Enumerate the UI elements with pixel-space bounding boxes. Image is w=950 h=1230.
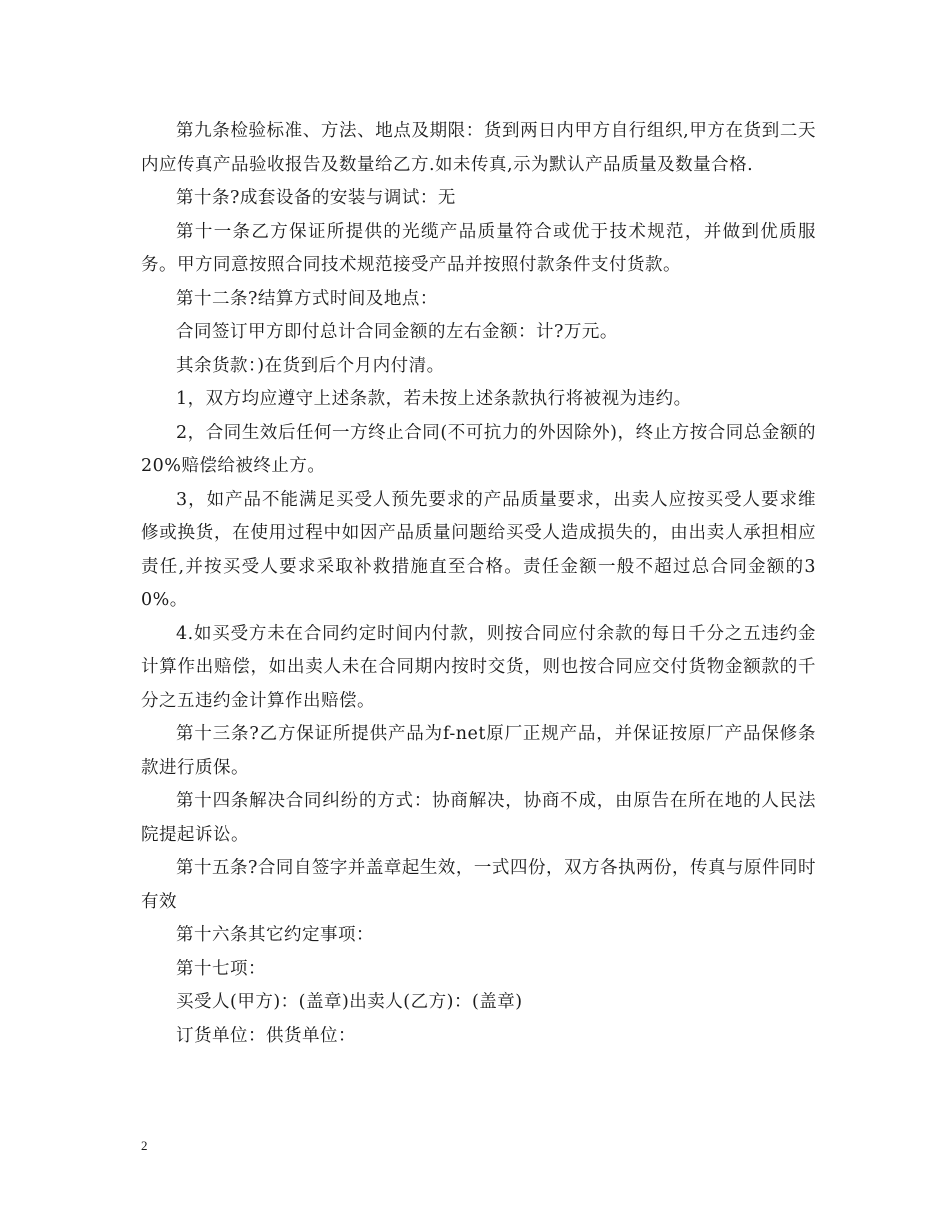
paragraph-article-9: 第九条检验标准、方法、地点及期限：货到两日内甲方自行组织,甲方在货到二天内应传真产品验收报告及数量给乙方.如未传真,示为默认产品质量及数量合格. [141,121,816,175]
paragraph-article-12: 第十二条?结算方式时间及地点： [176,288,438,309]
paragraph-article-14: 第十四条解决合同纠纷的方式：协商解决，协商不成，由原告在所在地的人民法院提起诉讼。 [141,791,816,845]
paragraph-initial-payment: 合同签订甲方即付总计合同金额的左右金额：计?万元。 [176,322,618,342]
paragraph-article-15: 第十五条?合同自签字并盖章起生效，一式四份，双方各执两份，传真与原件同时有效 [141,858,816,912]
paragraph-article-16: 第十六条其它约定事项： [176,925,374,945]
paragraph-units: 订货单位：供货单位： [176,1025,356,1046]
paragraph-signature-parties: 买受人(甲方)：(盖章)出卖人(乙方)：(盖章) [176,992,523,1012]
paragraph-clause-2: 2，合同生效后任何一方终止合同(不可抗力的外因除外)，终止方按合同总金额的20%赔偿给被终止方。 [141,422,816,476]
paragraph-clause-1: 1，双方均应遵守上述条款，若未按上述条款执行将被视为违约。 [176,389,692,409]
paragraph-article-13: 第十三条?乙方保证所提供产品为f-net原厂正规产品，并保证按原厂产品保修条款进行质保。 [141,724,816,778]
paragraph-clause-4: 4.如买受方未在合同约定时间内付款，则按合同应付余款的每日千分之五违约金计算作出赔偿，如出卖人未在合同期内按时交货，则也按合同应交付货物金额款的千分之五违约金计算作出赔偿。 [141,623,816,711]
paragraph-article-10: 第十条?成套设备的安装与调试：无 [176,188,456,208]
paragraph-clause-3: 3，如产品不能满足买受人预先要求的产品质量要求，出卖人应按买受人要求维修或换货，在使用过程中如因产品质量问题给买受人造成损失的，由出卖人承担相应责任,并按买受人要求采取补救措施直至合格。责任金额一般不超过总合同金额的30%。 [141,489,816,610]
paragraph-article-17: 第十七项： [176,958,266,979]
paragraph-article-11: 第十一条乙方保证所提供的光缆产品质量符合或优于技术规范，并做到优质服务。甲方同意按照合同技术规范接受产品并按照付款条件支付货款。 [141,221,816,275]
page-number: 2 [141,1138,148,1153]
document-body [141,115,816,1053]
paragraph-remaining-payment: 其余货款：)在货到后个月内付清。 [176,355,445,376]
